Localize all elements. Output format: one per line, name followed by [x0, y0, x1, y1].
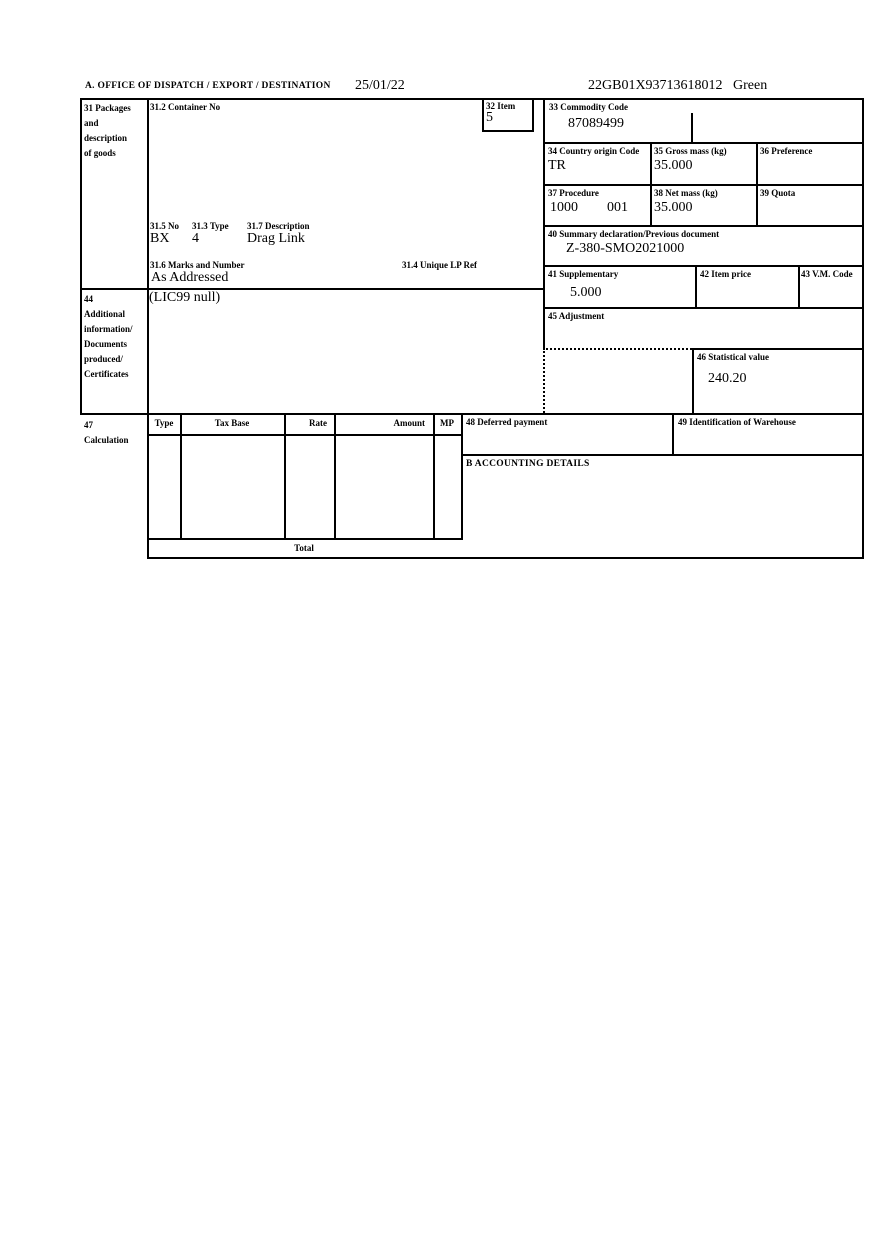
box-31-5-no-value: BX	[150, 231, 170, 246]
box-42-item-price-label: 42 Item price	[700, 269, 751, 279]
calc-col-divider	[180, 413, 182, 540]
box-31-6-marks-value: As Addressed	[151, 270, 229, 285]
right-panel-border	[543, 98, 545, 350]
divider	[695, 265, 697, 309]
box-31-2-container-label: 31.2 Container No	[150, 102, 221, 112]
calc-header-underline	[147, 434, 463, 436]
divider	[543, 265, 864, 267]
dotted-divider	[543, 348, 692, 350]
box-46-statistical-value-label: 46 Statistical value	[697, 352, 769, 362]
box-46-statistical-value: 240.20	[708, 371, 747, 386]
box-48-bottom-border	[461, 454, 864, 456]
divider	[543, 142, 864, 144]
box-46-left-border	[692, 348, 694, 415]
divider	[543, 184, 864, 186]
calc-col-type: Type	[154, 418, 174, 428]
box-41-supplementary-value: 5.000	[570, 285, 602, 300]
divider	[650, 142, 652, 227]
section-b-accounting-label: B ACCOUNTING DETAILS	[466, 459, 590, 469]
box-32-item-value: 5	[486, 110, 493, 125]
box-46-top-border	[692, 348, 864, 350]
box-39-quota-label: 39 Quota	[760, 188, 796, 198]
box-37-procedure-label: 37 Procedure	[548, 188, 599, 198]
box-47-top-border	[80, 413, 864, 415]
box-40-previous-doc-value: Z-380-SMO2021000	[566, 241, 685, 256]
dispatch-date: 25/01/22	[355, 78, 405, 93]
divider	[543, 307, 864, 309]
calc-col-divider	[334, 413, 336, 540]
box-38-net-mass-value: 35.000	[654, 200, 693, 215]
box-37-procedure-value-1: 1000	[550, 200, 578, 215]
box-37-procedure-value-2: 001	[607, 200, 628, 215]
box-31-label	[84, 101, 146, 161]
box-31-5-no-label: 31.5 No	[150, 221, 179, 231]
box-31-label-line: description	[84, 133, 128, 143]
divider	[798, 265, 800, 309]
box-34-origin-label: 34 Country origin Code	[548, 146, 640, 156]
form-left-border	[80, 98, 82, 415]
calc-col-amount: Amount	[393, 418, 425, 428]
box-31-label-line: 31 Packages	[84, 103, 131, 113]
box-34-origin-value: TR	[548, 158, 566, 173]
box-44-additional-info-value: (LIC99 null)	[149, 290, 221, 305]
box-33-commodity-label: 33 Commodity Code	[549, 102, 628, 112]
box-41-supplementary-label: 41 Supplementary	[548, 269, 619, 279]
box-31-6-marks-label: 31.6 Marks and Number	[150, 260, 245, 270]
section-a-title: A. OFFICE OF DISPATCH / EXPORT / DESTINATION	[85, 81, 331, 91]
label-column-border	[147, 98, 149, 559]
box-36-preference-label: 36 Preference	[760, 146, 813, 156]
box-33-commodity-value: 87089499	[568, 116, 624, 131]
box-31-3-type-label: 31.3 Type	[192, 221, 229, 231]
routing-status: Green	[733, 78, 768, 93]
box-35-gross-mass-value: 35.000	[654, 158, 693, 173]
total-row-top-border	[147, 538, 463, 540]
box-32-item-label: 32 Item	[486, 101, 516, 111]
box-35-gross-mass-label: 35 Gross mass (kg)	[654, 146, 727, 156]
box-48-deferred-payment-label: 48 Deferred payment	[466, 417, 548, 427]
box-31-label-line: of goods	[84, 148, 116, 158]
box-33-subdivider	[691, 113, 693, 144]
box-44-label-line: Documents	[84, 339, 127, 349]
box-31-7-description-value: Drag Link	[247, 231, 305, 246]
box-44-label-line: information/	[84, 324, 133, 334]
box-47-label	[84, 418, 146, 448]
box-47-label-line: 47	[84, 420, 93, 430]
form-right-border	[862, 98, 864, 559]
box-47-label-line: Calculation	[84, 435, 129, 445]
box-49-warehouse-label: 49 Identification of Warehouse	[678, 417, 796, 427]
box-31-label-line: and	[84, 118, 99, 128]
box-32-bottom-border	[482, 130, 534, 132]
box-40-previous-doc-label: 40 Summary declaration/Previous document	[548, 229, 720, 239]
box-44-label	[84, 292, 146, 382]
calc-col-divider	[461, 413, 463, 540]
form-top-border	[80, 98, 864, 100]
box-44-label-line: produced/	[84, 354, 123, 364]
box-44-label-line: Additional	[84, 309, 126, 319]
calc-col-rate: Rate	[309, 418, 327, 428]
entry-reference: 22GB01X93713618012	[588, 78, 723, 93]
box-32-right-border	[532, 98, 534, 132]
calc-col-tax-base: Tax Base	[214, 418, 250, 428]
box-45-adjustment-label: 45 Adjustment	[548, 311, 605, 321]
box-44-label-line: 44	[84, 294, 93, 304]
box-43-vm-code-label: 43 V.M. Code	[801, 269, 853, 279]
box-31-4-lp-ref-label: 31.4 Unique LP Ref	[402, 260, 478, 270]
box-32-left-border	[482, 98, 484, 132]
box-48-49-divider	[672, 413, 674, 456]
box-31-7-description-label: 31.7 Description	[247, 221, 310, 231]
divider	[756, 142, 758, 227]
calc-col-divider	[433, 413, 435, 540]
dotted-border	[543, 348, 545, 413]
divider	[543, 225, 864, 227]
form-bottom-border	[147, 557, 864, 559]
box-31-3-type-value: 4	[192, 231, 199, 246]
box-44-label-line: Certificates	[84, 369, 129, 379]
box-38-net-mass-label: 38 Net mass (kg)	[654, 188, 718, 198]
calc-total-label: Total	[294, 543, 314, 553]
calc-col-divider	[284, 413, 286, 540]
calc-col-mp: MP	[440, 418, 454, 428]
